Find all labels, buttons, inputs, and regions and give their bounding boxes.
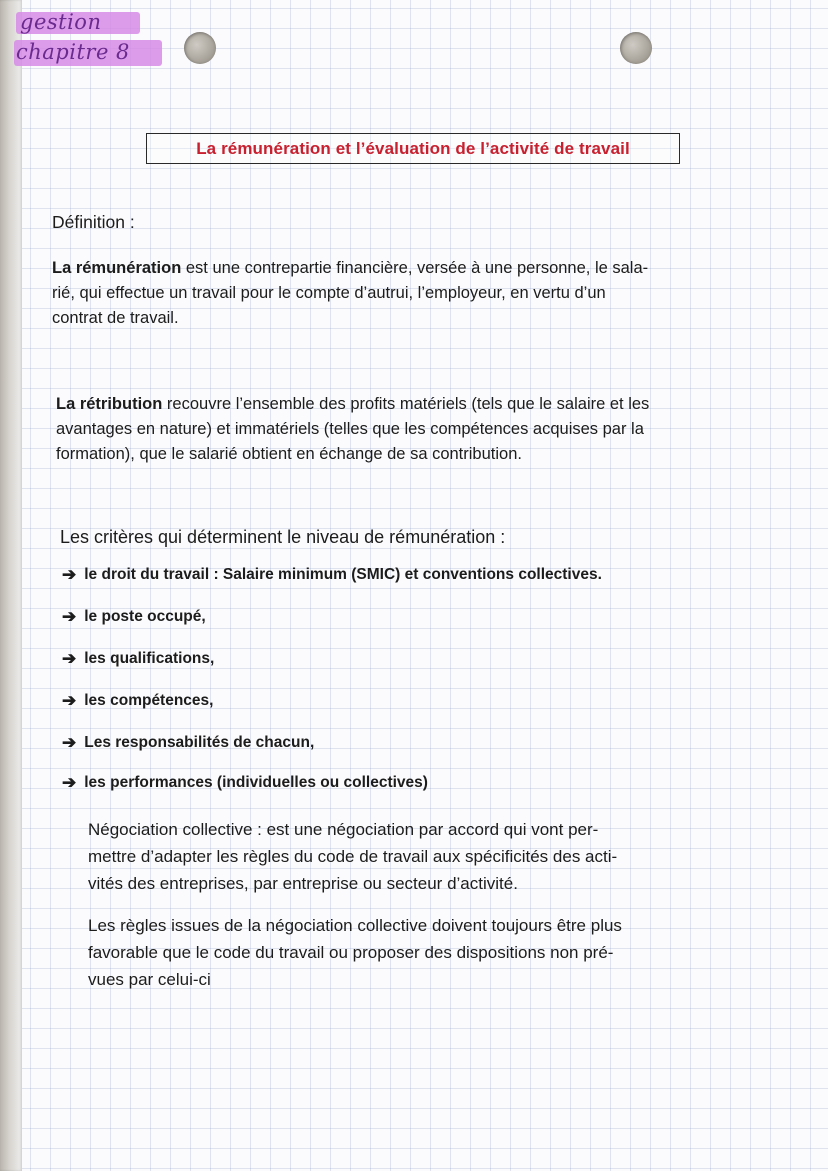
retribution-text-line: formation), que le salarié obtient en échange de sa contribution. [56,445,522,463]
arrow-right-icon: ➔ [62,773,77,792]
negotiation-paragraph [88,816,678,897]
list-item [62,773,428,793]
rules-line: favorable que le code du travail ou proposer des dispositions non pré- [88,943,614,962]
retribution-definition [56,392,696,467]
list-item [62,607,206,627]
punch-hole-right [620,32,652,64]
arrow-right-icon: ➔ [62,733,77,752]
list-item [62,733,314,753]
arrow-right-icon: ➔ [62,565,77,584]
handwritten-chapter: chapitre 8 [16,40,130,64]
criteria-text: le poste occupé, [84,608,206,625]
retribution-term: La rétribution [56,395,163,413]
rules-line: Les règles issues de la négociation collective doivent toujours être plus [88,916,622,935]
definition-heading: Définition : [52,212,135,232]
negotiation-line: Négociation collective : est une négociation par accord qui vont per- [88,820,599,839]
retribution-text-line: avantages en nature) et immatériels (telles que les compétences acquises par la [56,420,644,438]
handwritten-subject: gestion [20,10,102,34]
negotiation-line: mettre d’adapter les règles du code de travail aux spécificités des acti- [88,847,618,866]
page-title: La rémunération et l’évaluation de l’activité de travail [196,138,630,158]
list-item [62,649,214,669]
handwritten-label [14,8,164,70]
negotiation-line: vités des entreprises, par entreprise ou secteur d’activité. [88,874,518,893]
title-box [146,133,680,164]
arrow-right-icon: ➔ [62,691,77,710]
remuneration-term: La rémunération [52,259,182,277]
criteria-text: Les responsabilités de chacun, [84,734,315,751]
page-binding-edge [0,0,22,1171]
remuneration-definition [52,256,692,331]
criteria-text: les qualifications, [84,650,215,667]
list-item [62,691,213,711]
arrow-right-icon: ➔ [62,649,77,668]
arrow-right-icon: ➔ [62,607,77,626]
rules-paragraph [88,912,678,993]
retribution-text: recouvre l’ensemble des profits matériels (tels que le salaire et les [162,395,650,413]
remuneration-text-line: rié, qui effectue un travail pour le compte d’autrui, l’employeur, en vertu d’un [52,284,606,302]
punch-hole-left [184,32,216,64]
criteria-text: les compétences, [84,692,214,709]
remuneration-text-line: contrat de travail. [52,309,179,327]
remuneration-text: est une contrepartie financière, versée à une personne, le sala- [181,259,649,277]
rules-line: vues par celui-ci [88,970,211,989]
criteria-intro: Les critères qui déterminent le niveau de rémunération : [60,527,506,547]
list-item [62,565,602,585]
criteria-text: les performances (individuelles ou collectives) [84,774,428,791]
criteria-text: le droit du travail : Salaire minimum (SMIC) et conventions collectives. [84,566,602,583]
